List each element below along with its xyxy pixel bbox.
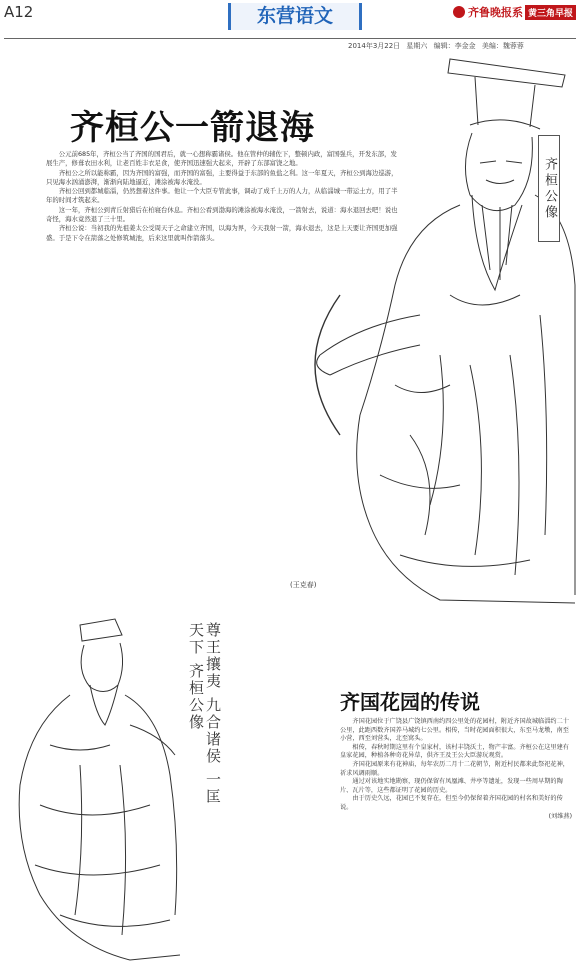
brand-circle-icon xyxy=(453,6,465,18)
article1-paragraph: 齐桓公回到都城临淄，仍然想着这件事。他让一个大臣专管此事，调动了成千上万的人力，从临淄城一带运土方，用了半年的时间才筑起来。 xyxy=(46,187,398,205)
article2-paragraph: 由于历史久远，花园已不复存在，但至今仍保留着齐国花园的村名和美好的传说。 xyxy=(340,795,563,811)
date: 2014年3月22日 xyxy=(348,42,401,50)
article1-paragraph: 公元前685年，齐桓公当了齐国的国君后，就一心想称霸诸侯。他在管仲的辅佐下，整顿内政，富国强兵，开发东部，发展生产，修葺农田水利，让老百姓丰衣足食，使齐国迅速强大起来，开辟了东部富饶之地。 xyxy=(46,150,397,168)
weekday: 星期六 xyxy=(406,42,428,50)
article1-paragraph: 齐桓公说：当初我的先祖姜太公受周天子之命建立齐国，以海为界，今天我射一箭，海水退去，这是上天要让齐国更加强盛。于是下令在箭落之处修筑城池，后来这里就叫作箭落头。 xyxy=(46,224,398,242)
article1-author: (王克春) xyxy=(290,581,317,589)
article2-paragraph: 通过对该地实地勘察，现仍保留有凤凰滩、井亭等遗址，发现一些周早期的陶片、瓦片等，这些都证明了花园的历史。 xyxy=(340,778,563,794)
article2-paragraph: 相传，春秋时期这里有个皇家村，该村丰饶沃土，物产丰富。齐桓公在这里建有皇家花园，种植各种奇花异草，供齐王及王公大臣游玩观赏。 xyxy=(340,743,569,760)
article1-body xyxy=(46,150,401,243)
article1-paragraph: 这一年，齐桓公到青丘射猎后在柏寝台休息。齐桓公看到渤海的滩涂被海水淹没，一箭射去，说道：海水退回去吧！说也奇怪，海水竟然退了三十里。 xyxy=(46,205,398,224)
article2-title: 齐国花园的传说 xyxy=(340,690,480,714)
calligraphy-inscription: 尊王攘夷 九合诸侯 一匡天下 齐桓公像 xyxy=(187,622,222,806)
brand-name: 齐鲁晚报 xyxy=(467,6,512,19)
seated-duke-illustration xyxy=(10,615,190,970)
dateline xyxy=(348,41,528,51)
article2-paragraph: 齐国花园位于广饶县广饶镇西南约四公里处的花园村，附近齐国故城临淄约二十公里，此距西数齐国养马城约七公里。相传，当时花园面积很大，东至马龙墩，南至小营，西至刘营头，北至窝头。 xyxy=(340,718,569,743)
article2-author: (刘维燕) xyxy=(548,812,572,820)
page-number: A12 xyxy=(4,3,34,21)
article2-body xyxy=(340,718,572,821)
article2-paragraph: 齐国花园原来有花神庙，每年农历二月十二花朝节，附近村民都来此祭祀花神，祈求风调雨顺。 xyxy=(340,760,569,777)
article1-paragraph: 齐桓公之所以能称霸，因为齐国的富强，而齐国的富强，主要得益于东部的鱼盐之利。这一年夏天，齐桓公到海边巡游，只见海水汹涌澎湃，渐渐向陆地逼近，滩涂被海水淹没。 xyxy=(46,168,398,186)
header-divider xyxy=(4,38,576,39)
brand-tag: 黄三角早报 xyxy=(525,5,576,20)
editor: 编辑：李金金 xyxy=(433,42,476,50)
portrait-seal: 齐桓公像 xyxy=(538,135,560,242)
designer: 美编：魏蓉蓉 xyxy=(481,42,524,50)
brand-suffix: 系 xyxy=(511,6,523,19)
article1-title: 齐桓公一箭退海 xyxy=(70,108,315,148)
section-title: 东营语文 xyxy=(228,3,362,30)
brand-logo xyxy=(453,4,576,20)
